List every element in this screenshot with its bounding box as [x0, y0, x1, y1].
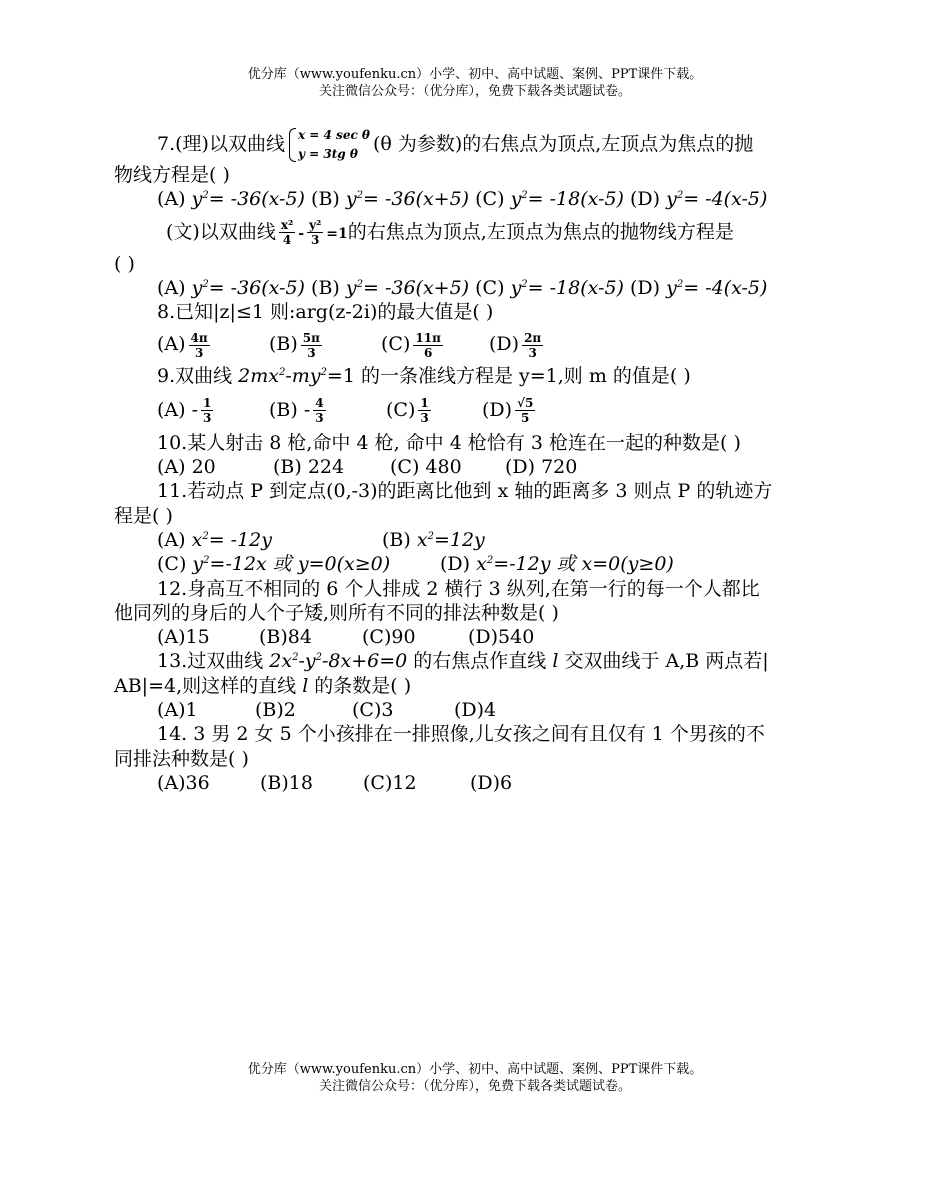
q11-options-cd: (C) $y^2=-12x$ 或 y=0(x≥0) (D) $x^2=-12y$ 或 x=0(y≥0)	[157, 553, 674, 576]
parametric-system: x = 4 sec θ y = 3tg θ	[288, 126, 370, 164]
q12-stem-cont: 他同列的身后的人个子矮,则所有不同的排法种数是( )	[114, 601, 559, 624]
q7-stem-cont: 物线方程是( )	[114, 164, 230, 186]
q9-stem: 9.双曲线 $2mx^2-my^2=1$ 的一条准线方程是 y=1,则 m 的值是( )	[157, 365, 691, 388]
q7w-stem-cont: ( )	[114, 252, 135, 275]
q11-stem-cont: 程是( )	[114, 504, 173, 527]
q14-stem-cont: 同排法种数是( )	[114, 747, 249, 770]
q13-options: (A)1 (B)2 (C)3 (D)4	[157, 699, 497, 722]
q11-options-ab: (A) $x^2= -12y$ (B) $x^2=12y$	[157, 528, 485, 551]
q10-stem: 10.某人射击 8 枪,命中 4 枪, 命中 4 枪恰有 3 枪连在一起的种数是( )	[157, 431, 741, 454]
footer-line-1: 优分库（www.youfenku.cn）小学、初中、高中试题、案例、PPT课件下载。	[247, 1062, 703, 1077]
q7w-options: (A) $y^2= -36(x-5)$ (B) $y^2= -36(x+5)$ (C) $y^2= -18(x-5)$ (D) $y^2= -4(x-5)$	[157, 276, 768, 299]
q14-options: (A)36 (B)18 (C)12 (D)6	[157, 771, 513, 794]
hyperbola-frac-x: $\frac{\text{x²}}{4}$	[280, 218, 294, 248]
q7w-stem: (文)以双曲线 $\frac{\text{x²}}{4}$ - $\frac{\text{y²}}{3}$ =1的右焦点为顶点,左顶点为焦点的抛物线方程是	[166, 218, 734, 248]
q8-options: (A) $\frac{4\pi}{3}$ (B) $\frac{5\pi}{3}$ (C) $\frac{11\pi}{6}$ (D) $\frac{2\pi}{3}$	[157, 330, 542, 360]
q13-stem-cont: AB|=4,则这样的直线 l 的条数是( )	[114, 674, 412, 697]
q13-stem: 13.过双曲线 $2x^2-y^2-8x+6=0$ 的右焦点作直线 l 交双曲线于 A,B 两点若|	[157, 650, 769, 673]
header-line-2: 关注微信公众号：（优分库），免费下载各类试题试卷。	[318, 84, 631, 99]
q11-stem: 11.若动点 P 到定点(0,-3)的距离比他到 x 轴的距离多 3 则点 P 的轨迹方	[157, 480, 773, 503]
question-body	[114, 125, 838, 795]
page-header	[0, 66, 950, 100]
hyperbola-frac-y: $\frac{\text{y²}}{3}$	[309, 218, 322, 248]
q12-stem: 12.身高互不相同的 6 个人排成 2 横行 3 纵列,在第一行的每一个人都比	[157, 577, 760, 600]
page-footer	[0, 1061, 950, 1095]
q10-options: (A) 20 (B) 224 (C) 480 (D) 720	[157, 456, 578, 479]
q7-options: (A) $y^2= -36(x-5)$ (B) $y^2= -36(x+5)$ (C) $y^2= -18(x-5)$ (D) $y^2= -4(x-5)$	[157, 188, 768, 211]
header-line-1: 优分库（www.youfenku.cn）小学、初中、高中试题、案例、PPT课件下载。	[247, 67, 703, 82]
footer-line-2: 关注微信公众号：（优分库），免费下载各类试题试卷。	[318, 1079, 631, 1094]
q8-stem: 8.已知|z|≤1 则:arg(z-2i)的最大值是( )	[157, 301, 494, 324]
q12-options: (A)15 (B)84 (C)90 (D)540	[157, 626, 535, 649]
q9-options: (A) - $\frac{1}{3}$ (B) - $\frac{4}{3}$ (C) $\frac{1}{3}$ (D) $\frac{√5}{5}$	[157, 396, 534, 426]
q7-stem: 7.(理)以双曲线 x = 4 sec θ y = 3tg θ (θ 为参数)的右焦点为顶点,左顶点为焦点的抛	[114, 125, 838, 163]
q14-stem: 14. 3 男 2 女 5 个小孩排在一排照像,儿女孩之间有且仅有 1 个男孩的不	[157, 723, 765, 746]
